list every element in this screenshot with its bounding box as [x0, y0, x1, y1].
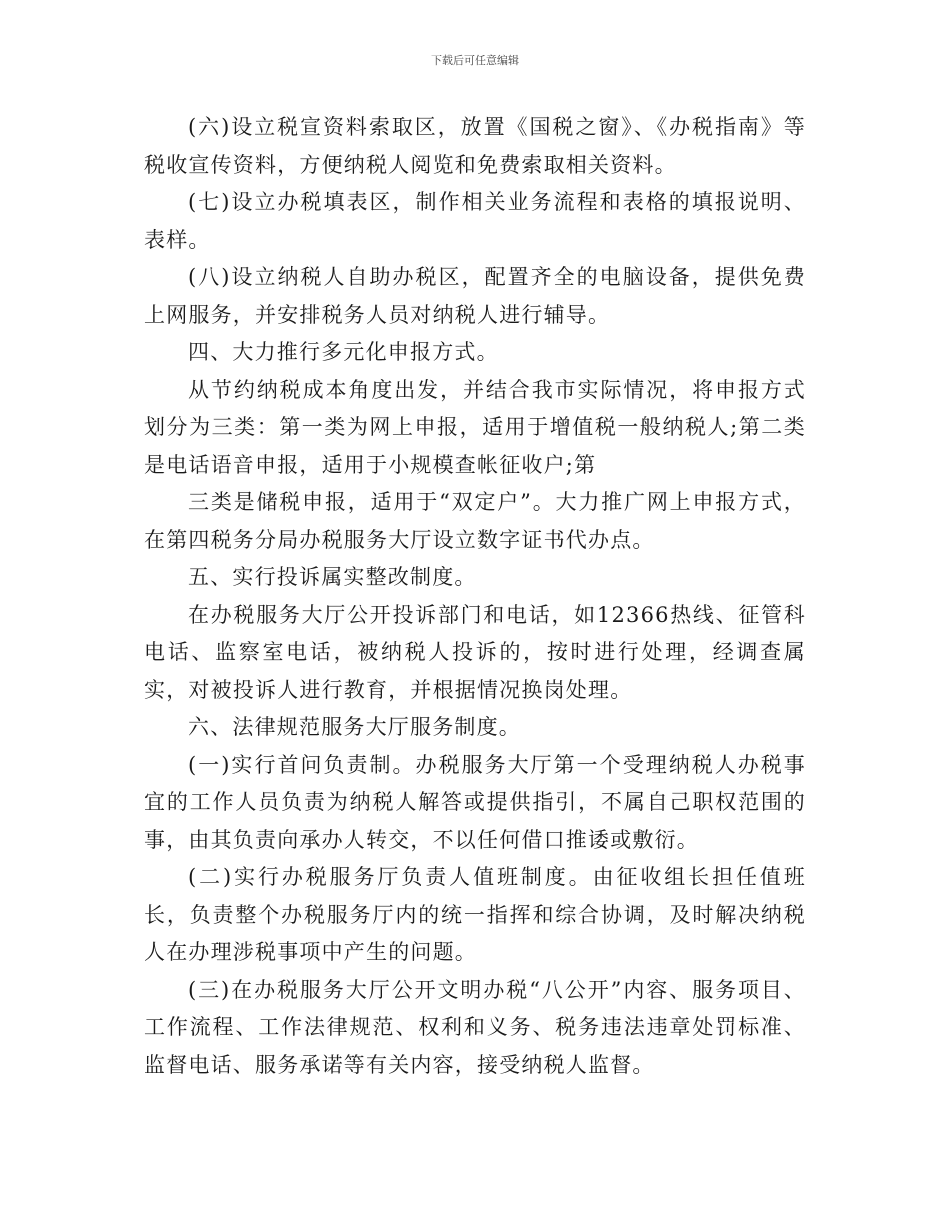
- paragraph-first-inquiry: (一)实行首问负责制。办税服务大厅第一个受理纳税人办税事宜的工作人员负责为纳税人解答或提供指引，不属自己职权范围的事，由其负责向承办人转交，不以任何借口推诿或敷衍。: [144, 752, 806, 852]
- section-heading-5: 五、实行投诉属实整改制度。: [188, 565, 477, 589]
- section-heading-4: 四、大力推行多元化申报方式。: [188, 340, 499, 364]
- paragraph-7-form-filling-area: (七)设立办税填表区，制作相关业务流程和表格的填报说明、表样。: [144, 190, 806, 252]
- paragraph-declaration-methods: 从节约纳税成本角度出发，并结合我市实际情况，将申报方式划分为三类：第一类为网上申报，适用于增值税一般纳税人;第二类是电话语音申报，适用于小规模查帐征收户;第: [144, 377, 806, 477]
- paragraph-6-tax-info-area: (六)设立税宣资料索取区，放置《国税之窗》、《办税指南》等税收宣传资料，方便纳税人阅览和免费索取相关资料。: [144, 115, 806, 177]
- document-body: [144, 109, 806, 1084]
- paragraph-complaints: 在办税服务大厅公开投诉部门和电话，如12366热线、征管科电话、监察室电话，被纳税人投诉的，按时进行处理，经调查属实，对被投诉人进行教育，并根据情况换岗处理。: [144, 602, 806, 702]
- page-header: 下载后可任意编辑: [431, 54, 519, 67]
- paragraph-declaration-methods-cont: 三类是储税申报，适用于“双定户”。大力推广网上申报方式，在第四税务分局办税服务大厅设立数字证书代办点。: [144, 490, 806, 552]
- paragraph-duty-leader: (二)实行办税服务厅负责人值班制度。由征收组长担任值班长，负责整个办税服务厅内的统一指挥和综合协调，及时解决纳税人在办理涉税事项中产生的问题。: [144, 865, 806, 964]
- paragraph-8-self-service-area: (八)设立纳税人自助办税区，配置齐全的电脑设备，提供免费上网服务，并安排税务人员对纳税人进行辅导。: [144, 265, 806, 327]
- section-heading-6: 六、法律规范服务大厅服务制度。: [188, 715, 521, 739]
- paragraph-eight-disclosures: (三)在办税服务大厅公开文明办税“八公开”内容、服务项目、工作流程、工作法律规范、权利和义务、税务违法违章处罚标准、监督电话、服务承诺等有关内容，接受纳税人监督。: [144, 977, 806, 1077]
